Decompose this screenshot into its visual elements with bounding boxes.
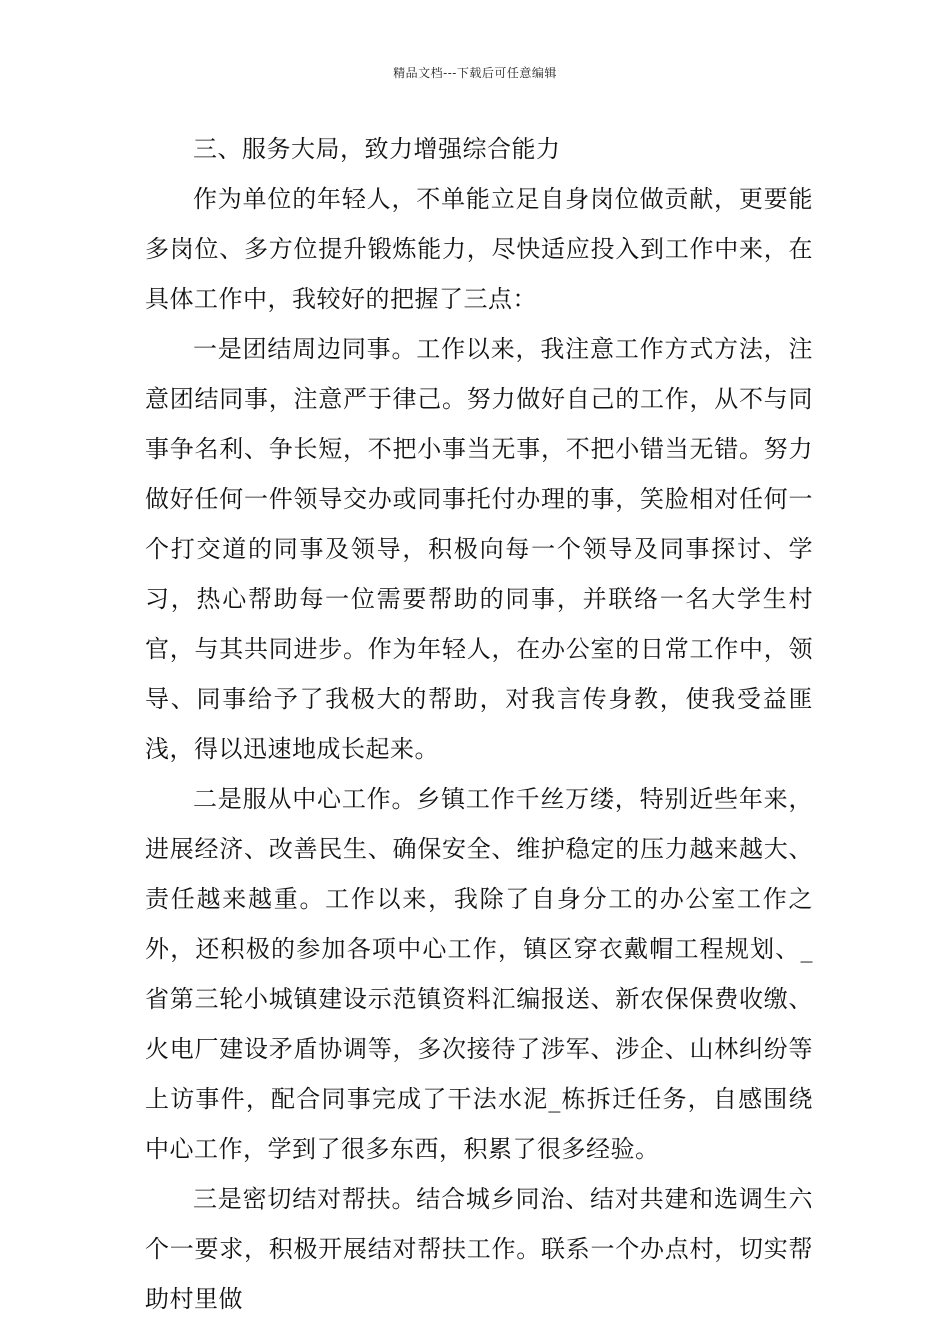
paragraph-point-three: 三是密切结对帮扶。结合城乡同治、结对共建和选调生六个一要求，积极开展结对帮扶工作。联系一个办点村，切实帮助村里做 <box>145 1185 813 1313</box>
page-header: 精品文档---下载后可任意编辑 <box>393 66 557 80</box>
paragraph-point-two: 二是服从中心工作。乡镇工作千丝万缕，特别近些年来，进展经济、改善民生、确保安全、维护稳定的压力越来越大、责任越来越重。工作以来，我除了自身分工的办公室工作之外，还积极的参加各项中心工作，镇区穿衣戴帽工程规划、_省第三轮小城镇建设示范镇资料汇编报送、新农保保费收缴、火电厂建设矛盾协调等，多次接待了涉军、涉企、山林纠纷等上访事件，配合同事完成了干法水泥_栋拆迁任务，自感围绕中心工作，学到了很多东西，积累了很多经验。 <box>145 785 813 1163</box>
paragraph-point-one: 一是团结周边同事。工作以来，我注意工作方式方法，注意团结同事，注意严于律己。努力做好自己的工作，从不与同事争名利、争长短，不把小事当无事，不把小错当无错。努力做好任何一件领导交办或同事托付办理的事，笑脸相对任何一个打交道的同事及领导，积极向每一个领导及同事探讨、学习，热心帮助每一位需要帮助的同事，并联络一名大学生村官，与其共同进步。作为年轻人，在办公室的日常工作中，领导、同事给予了我极大的帮助，对我言传身教，使我受益匪浅，得以迅速地成长起来。 <box>145 335 813 763</box>
document-body <box>145 124 813 1324</box>
paragraph-intro: 作为单位的年轻人，不单能立足自身岗位做贡献，更要能多岗位、多方位提升锻炼能力，尽快适应投入到工作中来，在具体工作中，我较好的把握了三点： <box>145 185 813 313</box>
section-heading: 三、服务大局，致力增强综合能力 <box>193 135 561 163</box>
